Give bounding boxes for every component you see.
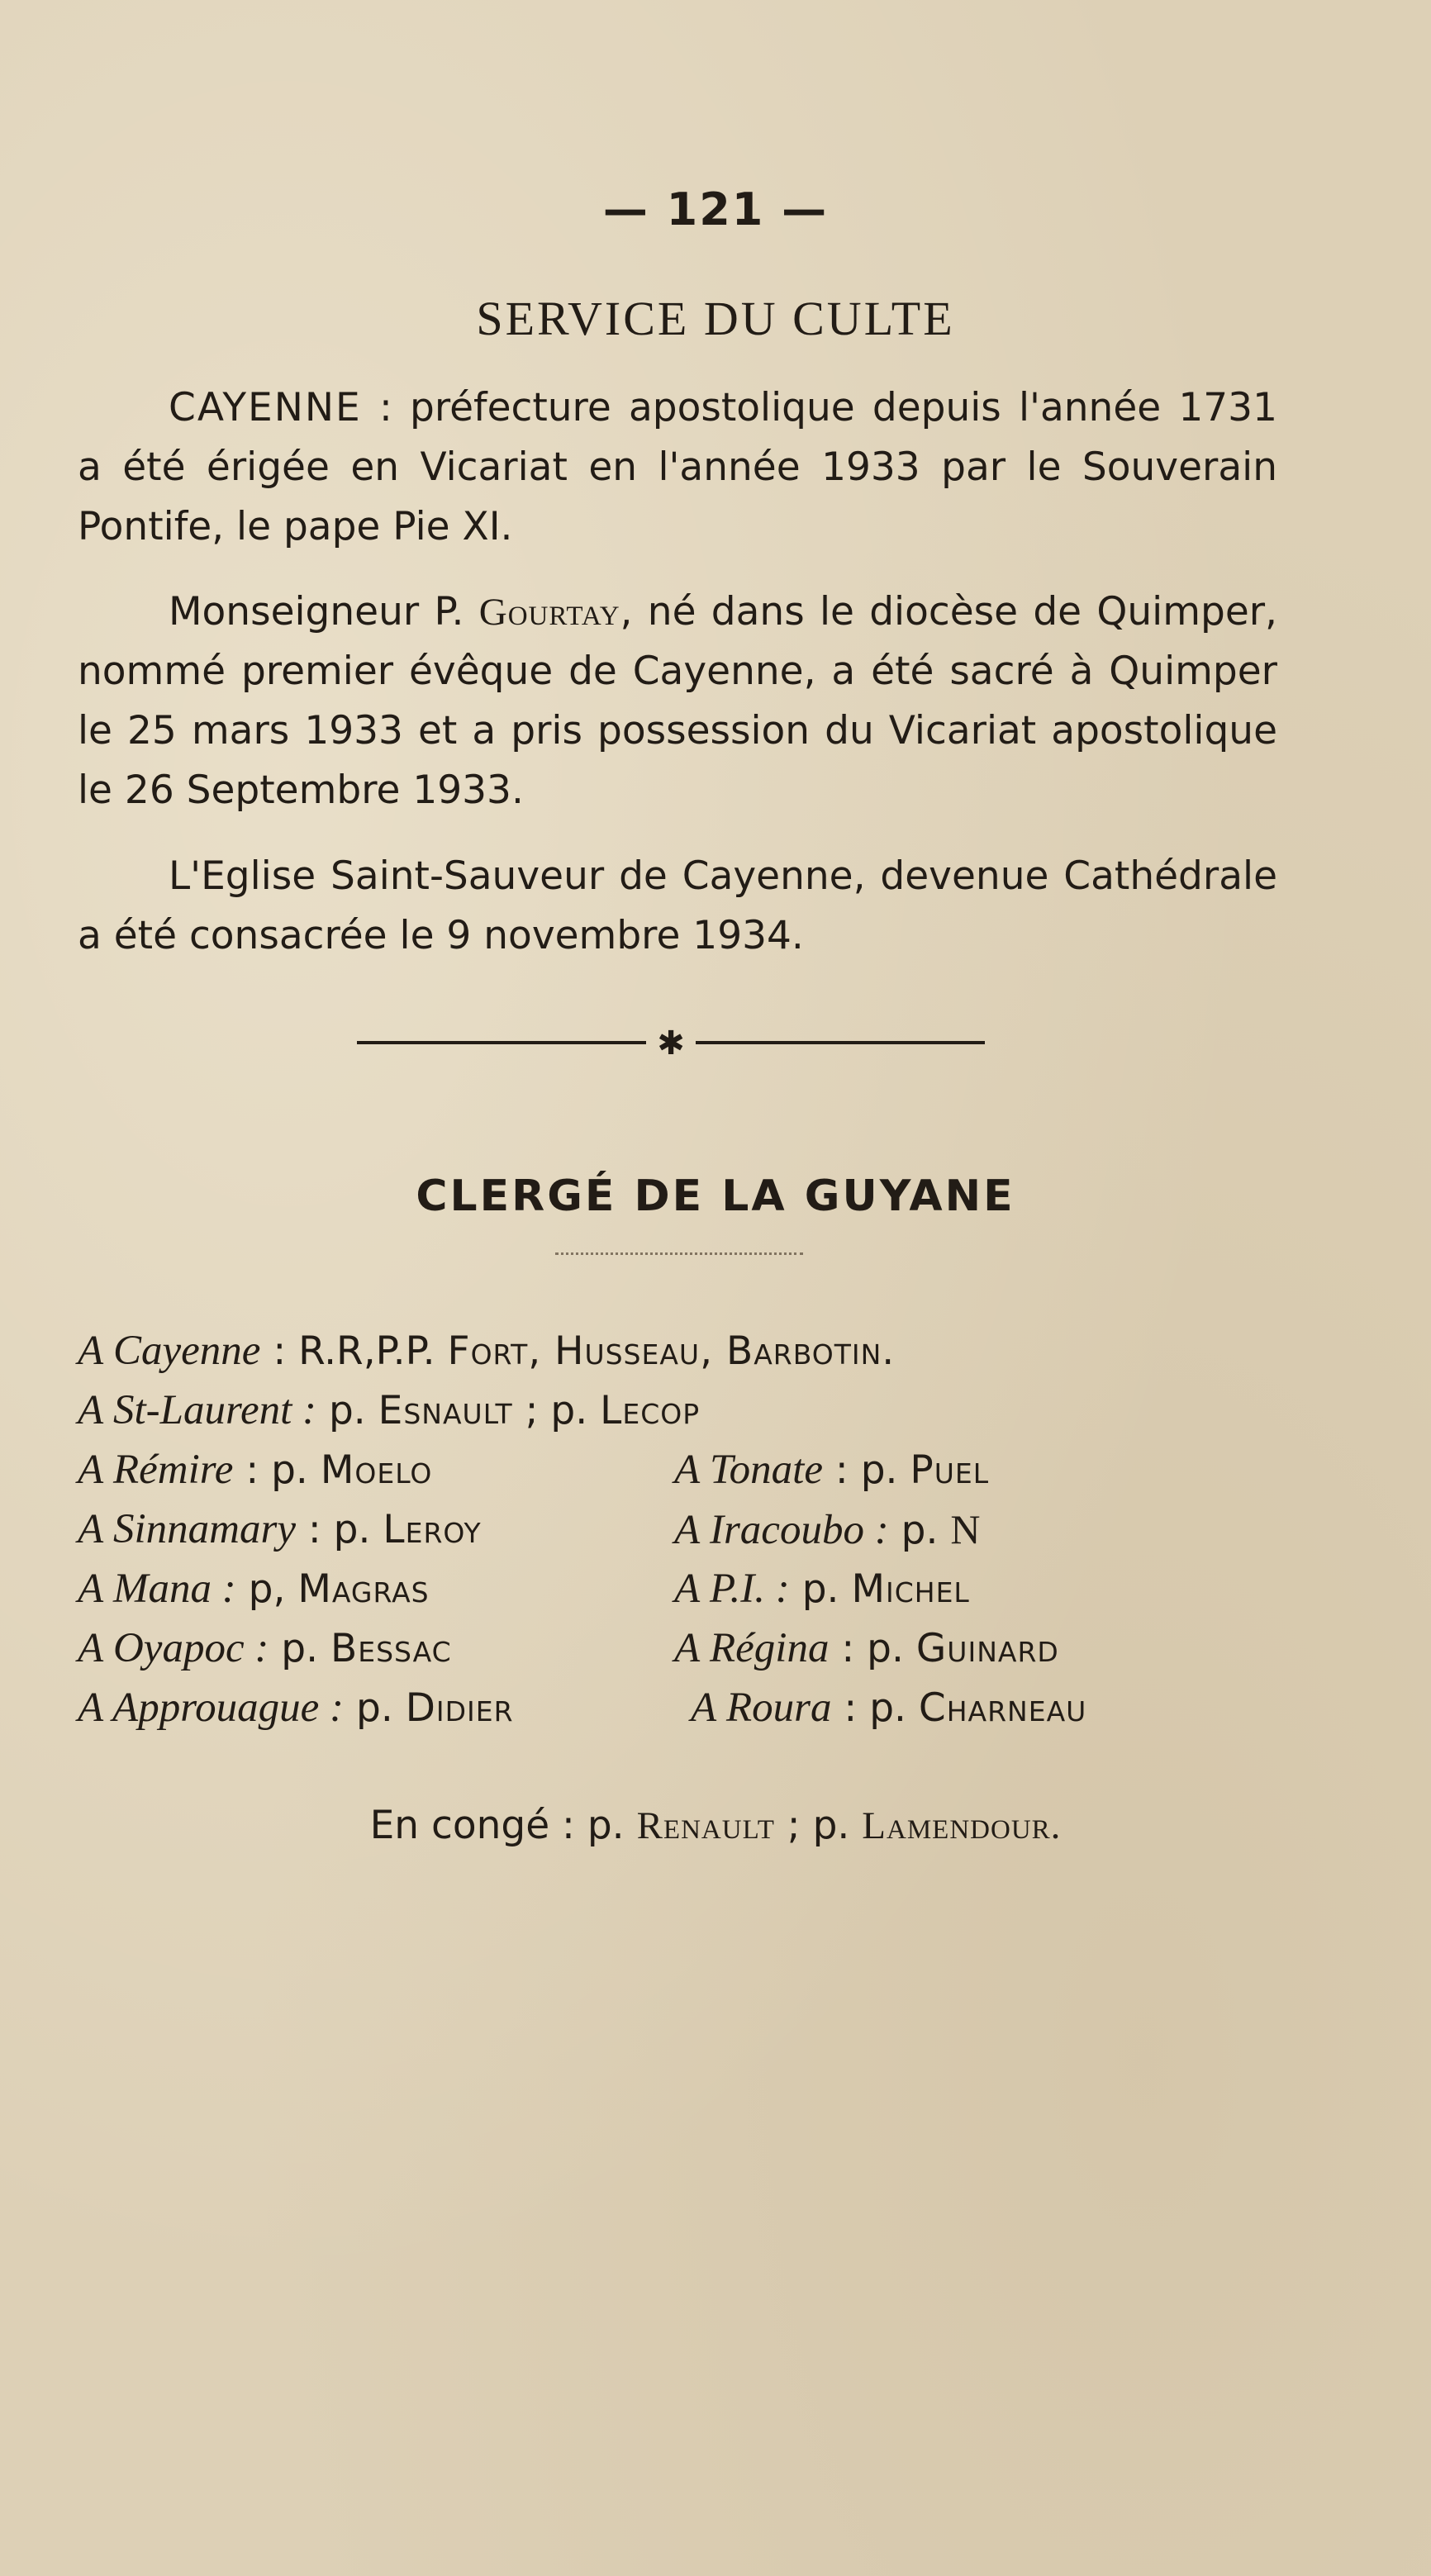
priest-lecop: Lecop — [600, 1388, 701, 1433]
separator: : p. — [295, 1507, 383, 1552]
paragraph-monseigneur-text: , né dans le diocèse de Quimper, nommé premier évêque de Cayenne, a été sacré à Quimper le 25 mars 1933 et a pris possession du Vicariat apostolique le 26 Septembre 1933. — [78, 589, 1277, 813]
location-mana: A Mana : — [78, 1566, 236, 1612]
clergy-row-mana-pi — [78, 1560, 1367, 1618]
paragraph-cayenne-text: : préfecture apostolique depuis l'année 1731 a été érigée en Vicariat en l'année 1933 par le Souverain Pontife, le pape Pie XI. — [78, 385, 1277, 549]
location-sinnamary: A Sinnamary — [78, 1506, 296, 1552]
on-leave-label: En congé : p. — [369, 1803, 637, 1848]
location-remire: A Rémire — [78, 1447, 234, 1493]
location-cayenne: A Cayenne — [78, 1328, 261, 1374]
separator: p, — [235, 1566, 298, 1612]
column-right — [674, 1560, 970, 1618]
clergy-title: CLERGÉ DE LA GUYANE — [416, 1172, 1015, 1221]
priest-magras: Magras — [297, 1566, 430, 1612]
column-right — [674, 1619, 1059, 1678]
separator: : — [260, 1328, 299, 1374]
separator: p. — [269, 1626, 330, 1671]
separator: p. — [789, 1566, 852, 1612]
priest-names-cayenne: Fort, Husseau, Barbotin. — [447, 1328, 896, 1374]
priest-leroy: Leroy — [383, 1507, 482, 1552]
priest-renault: Renault — [636, 1804, 775, 1847]
priest-prefix: p. — [316, 1388, 378, 1433]
gourtay-name: Gourtay — [478, 591, 620, 634]
separator: : p. — [233, 1447, 321, 1493]
svg-text:✱: ✱ — [657, 1026, 685, 1059]
location-oyapoc: A Oyapoc : — [78, 1625, 269, 1671]
column-left — [78, 1441, 432, 1499]
separator: : p. — [829, 1626, 916, 1671]
column-left — [78, 1619, 452, 1678]
column-right — [674, 1441, 989, 1499]
priest-moelo: Moelo — [320, 1447, 433, 1493]
location-tonate: A Tonate — [674, 1447, 823, 1493]
priest-charneau: Charneau — [918, 1685, 1087, 1731]
clergy-row-remire-tonate — [78, 1441, 1367, 1499]
separator: ; p. — [512, 1388, 601, 1433]
location-roura: A Roura — [691, 1685, 832, 1731]
column-left — [78, 1500, 482, 1559]
clergy-row-approuague-roura — [78, 1679, 1367, 1737]
column-left — [78, 1560, 430, 1618]
monseigneur-lead: Monseigneur P. — [169, 589, 479, 634]
column-right — [674, 1500, 980, 1560]
paragraph-eglise: L'Eglise Saint-Sauveur de Cayenne, devenue Cathédrale a été consacrée le 9 novembre 1934. — [78, 853, 1277, 958]
priest-n: N — [950, 1506, 981, 1552]
title-ornament — [555, 1252, 803, 1260]
divider-ornament — [357, 1026, 985, 1059]
clergy-row-cayenne — [78, 1322, 1367, 1380]
priest-prefix: R.R,P.P. — [298, 1328, 448, 1374]
column-left — [78, 1679, 514, 1737]
priest-michel: Michel — [851, 1566, 970, 1612]
cayenne-name: CAYENNE — [169, 385, 362, 430]
clergy-row-oyapoc-regina — [78, 1619, 1367, 1677]
separator: : p. — [831, 1685, 919, 1731]
separator: p. — [344, 1685, 406, 1731]
paragraph-monseigneur — [78, 582, 1277, 820]
priest-didier: Didier — [405, 1685, 514, 1731]
clergy-row-st-laurent — [78, 1381, 1367, 1439]
location-pi: A P.I. : — [674, 1566, 790, 1612]
section-title: SERVICE DU CULTE — [476, 292, 955, 345]
separator: p. — [888, 1508, 951, 1553]
column-right — [691, 1679, 1086, 1737]
priest-puel: Puel — [910, 1447, 990, 1493]
page-number: — 121 — — [602, 183, 829, 235]
separator: : p. — [822, 1447, 910, 1493]
location-regina: A Régina — [674, 1625, 830, 1671]
priest-lamendour: Lamendour. — [862, 1804, 1062, 1847]
paragraph-cayenne — [78, 378, 1277, 557]
separator: ; p. — [774, 1803, 863, 1848]
clergy-row-sinnamary-iracoubo — [78, 1500, 1367, 1558]
priest-esnault: Esnault — [378, 1388, 513, 1433]
clergy-on-leave — [0, 1797, 1431, 1855]
priest-guinard: Guinard — [915, 1626, 1059, 1671]
location-st-laurent: A St-Laurent : — [78, 1387, 316, 1433]
location-iracoubo: A Iracoubo : — [674, 1507, 889, 1553]
location-approuague: A Approuague : — [78, 1685, 345, 1731]
priest-bessac: Bessac — [330, 1626, 452, 1671]
